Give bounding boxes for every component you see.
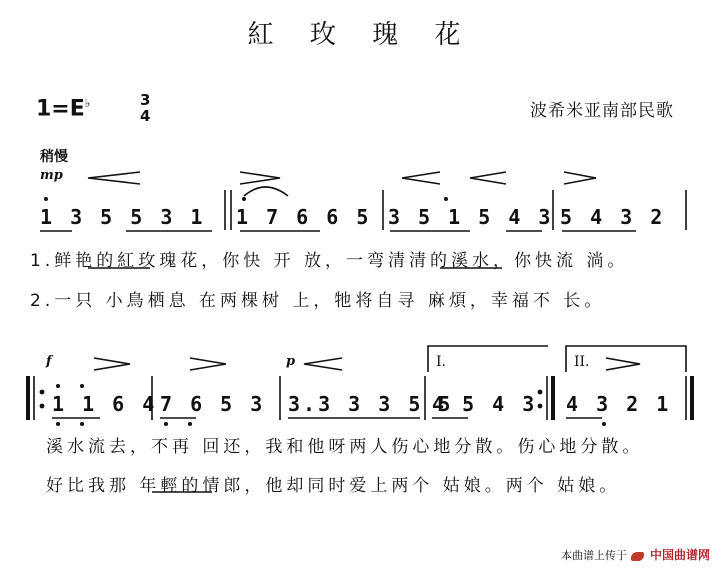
octave-dot — [164, 422, 168, 426]
repeat-dot — [538, 404, 543, 409]
footer-text: 本曲谱上传于 — [560, 549, 627, 562]
volta-second: II. — [574, 354, 590, 370]
song-title: 紅 玫 瑰 花 — [247, 20, 475, 50]
line2-lyrics-verse2: 好比我那 年輕的情郎，他却同时爱上两个 姑娘。两个 姑娘。 — [46, 476, 621, 496]
repeat-dot — [40, 404, 45, 409]
line2-measure-1: 1 1 6 4 — [52, 392, 158, 416]
octave-dot — [56, 384, 60, 388]
volta-bracket-first — [428, 346, 548, 372]
footer-brand: 中国曲谱网 — [649, 548, 710, 562]
octave-dot — [56, 422, 60, 426]
dynamic-f: f — [46, 354, 52, 369]
octave-dot — [242, 197, 246, 201]
repeat-dot — [40, 390, 45, 395]
tie-arc — [244, 187, 288, 196]
octave-dot — [602, 422, 606, 426]
line1-measure-2: 1 7 6 6 5 — [236, 205, 372, 229]
song-source: 波希米亚南部民歌 — [530, 101, 674, 121]
octave-dot — [80, 384, 84, 388]
dynamic-p: p — [286, 354, 296, 369]
accent-mark — [190, 358, 226, 370]
line1-lyrics-verse2: 2.一只 小鳥栖息 在两棵树 上，牠将自寻 麻煩，幸福不 长。 — [30, 291, 606, 311]
octave-dot — [80, 422, 84, 426]
tempo-marking: 稍慢 — [40, 149, 68, 165]
repeat-dot — [538, 390, 543, 395]
accent-mark — [606, 358, 640, 370]
line2-measure-5: 4 3 2 1 — [566, 392, 672, 416]
time-signature-bottom: 4 — [140, 107, 151, 125]
accent-mark — [564, 172, 596, 184]
volta-bracket-second — [566, 346, 686, 372]
line2-lyrics-verse1: 溪水流去，不再 回还，我和他呀两人伤心地分散。伤心地分散。 — [46, 437, 644, 457]
crescendo-mark — [88, 172, 140, 184]
line1-measure-1: 1 3 5 5 3 1 — [40, 205, 206, 229]
time-signature-top: 3 — [140, 91, 151, 109]
accent-mark — [94, 358, 130, 370]
line1-measure-3: 3 5 1 5 4 3 — [388, 205, 554, 229]
key-flat: ♭ — [84, 96, 91, 110]
volta-first: I. — [436, 354, 446, 370]
key-label: 1=E — [36, 96, 85, 122]
line2-measure-3: 3.3 3 3 5 5 — [288, 392, 454, 416]
crescendo-mark — [470, 172, 506, 184]
dynamic-mp: mp — [40, 168, 63, 183]
crescendo-mark — [402, 172, 440, 184]
accent-mark — [240, 172, 280, 184]
octave-dot — [444, 197, 448, 201]
octave-dot — [44, 197, 48, 201]
line2-measure-4: 4 5 4 3 — [432, 392, 538, 416]
line1-lyrics-verse1: 1.鲜艳的紅玫瑰花，你快 开 放，一弯清清的溪水，你快流 淌。 — [30, 251, 629, 271]
crescendo-mark — [304, 358, 342, 370]
line1-measure-4: 5 4 3 2 — [560, 205, 666, 229]
octave-dot — [188, 422, 192, 426]
line2-measure-2: 7 6 5 3 — [160, 392, 266, 416]
